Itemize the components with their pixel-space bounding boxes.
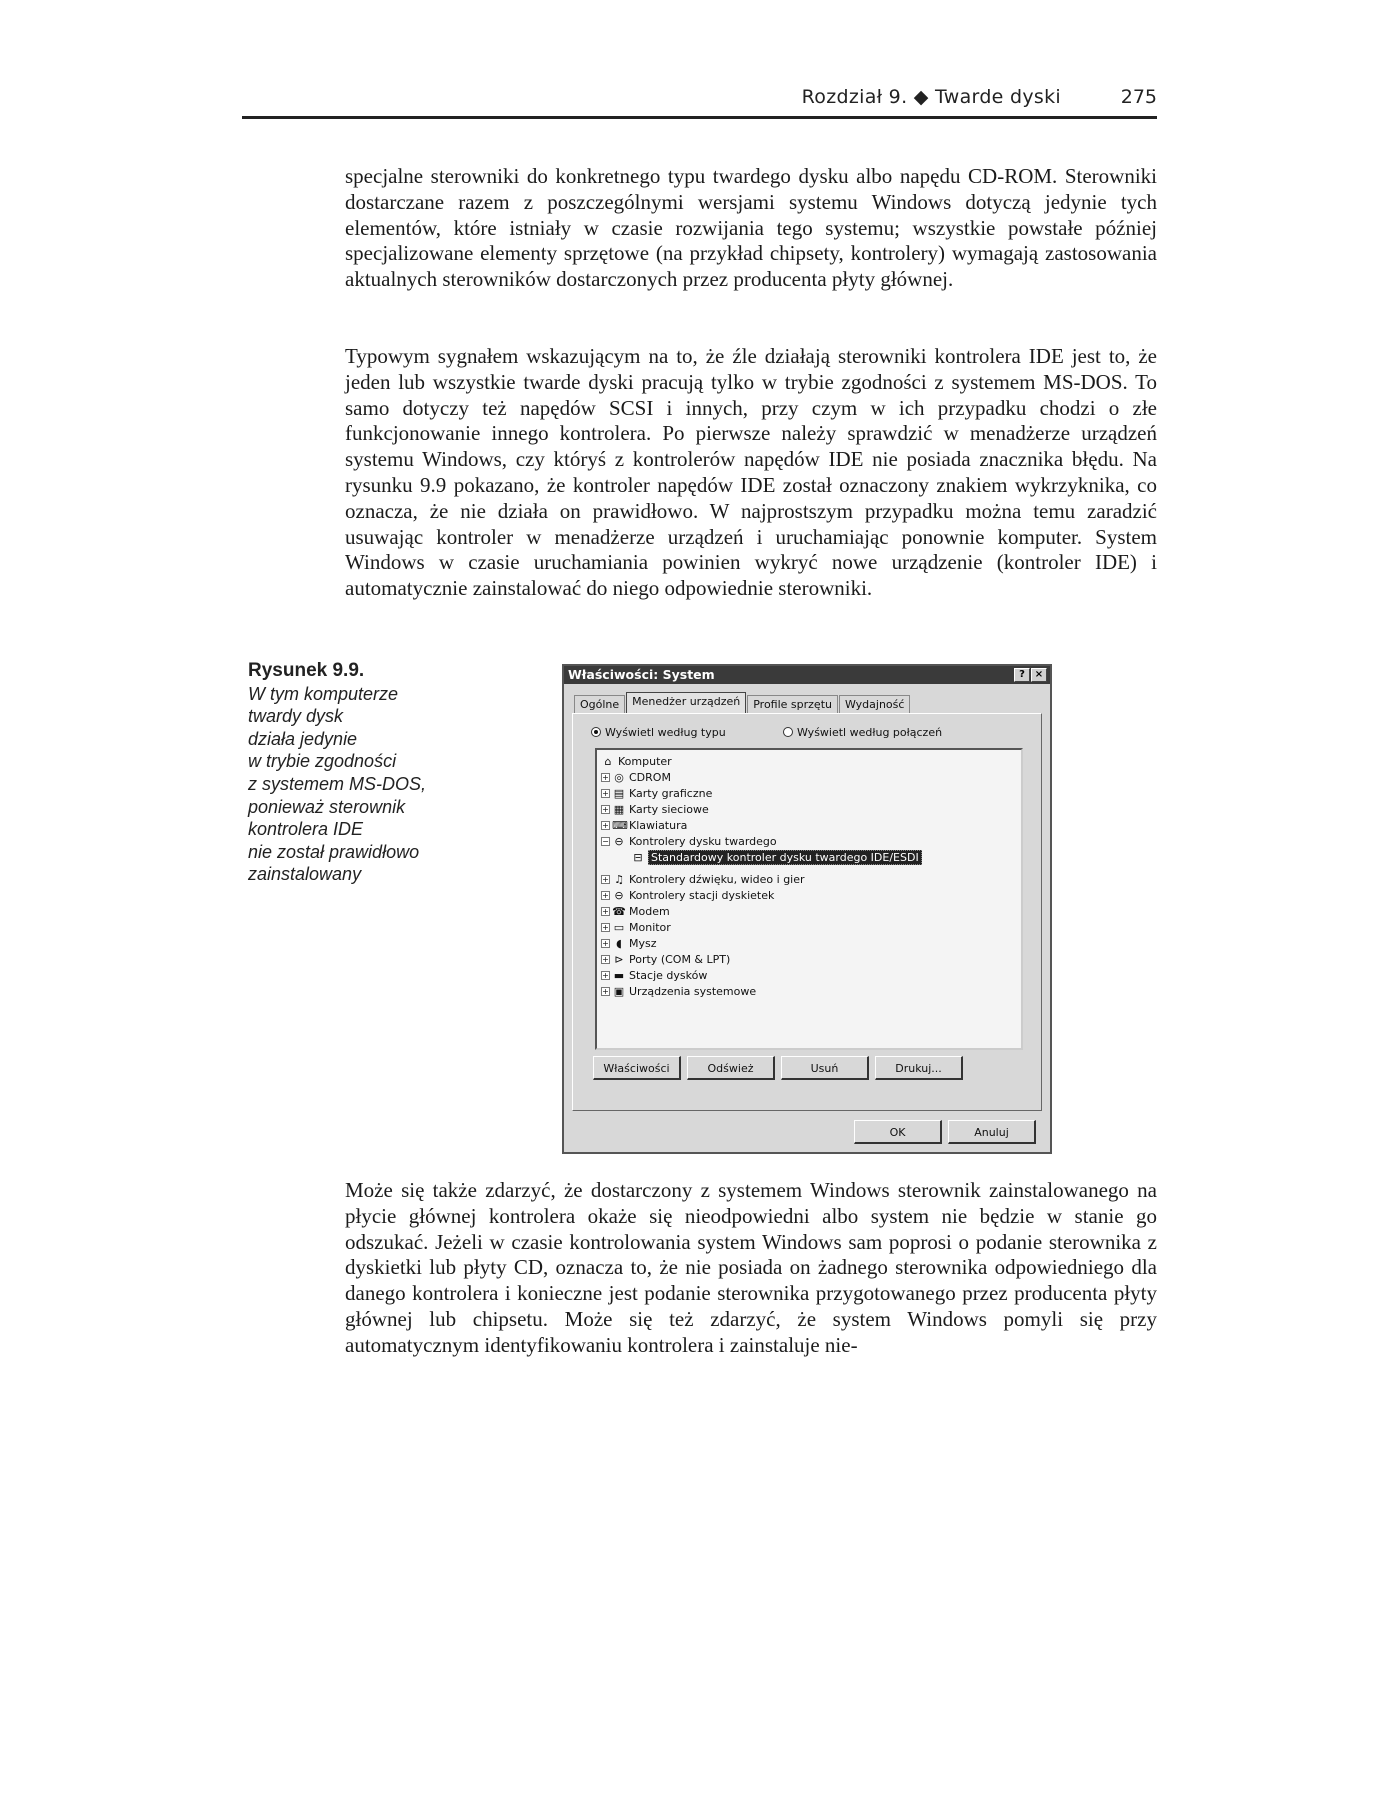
cancel-button[interactable]: Anuluj xyxy=(948,1120,1036,1144)
tree-item[interactable] xyxy=(601,984,756,999)
dialog-titlebar xyxy=(564,666,1050,684)
tree-item[interactable] xyxy=(601,968,707,983)
device-manager-panel xyxy=(572,713,1042,1111)
tree-item[interactable] xyxy=(631,850,922,865)
tree-item[interactable] xyxy=(601,872,805,887)
tree-item-label: Kontrolery dysku twardego xyxy=(629,835,777,848)
tab-device-manager[interactable]: Menedżer urządzeń xyxy=(626,692,746,714)
tree-item-label: Klawiatura xyxy=(629,819,688,832)
properties-button[interactable]: Właściwości xyxy=(593,1056,681,1080)
chapter-title: Rozdział 9. ◆ Twarde dyski xyxy=(801,86,1061,108)
help-icon[interactable]: ? xyxy=(1014,668,1030,682)
caption-title: Rysunek 9.9. xyxy=(248,660,365,681)
tree-item[interactable] xyxy=(601,888,774,903)
port-icon: ⊳ xyxy=(614,953,624,966)
disk-controller-icon: ⊖ xyxy=(614,835,624,848)
page-number: 275 xyxy=(1120,86,1157,108)
tab-hardware-profiles[interactable]: Profile sprzętu xyxy=(747,695,838,714)
expand-icon[interactable]: + xyxy=(602,971,609,980)
radio-label: Wyświetl według typu xyxy=(605,726,726,739)
tree-item-label: CDROM xyxy=(629,771,671,784)
expand-icon[interactable]: + xyxy=(602,923,609,932)
tree-item-label: Urządzenia systemowe xyxy=(629,985,757,998)
close-icon[interactable]: × xyxy=(1031,668,1047,682)
tab-strip xyxy=(574,692,911,712)
tree-item[interactable] xyxy=(601,818,687,833)
radio-view-by-connection[interactable] xyxy=(783,726,942,739)
radio-label: Wyświetl według połączeń xyxy=(797,726,943,739)
tree-item[interactable] xyxy=(601,936,657,951)
remove-button[interactable]: Usuń xyxy=(781,1056,869,1080)
paragraph-text: Typowym sygnałem wskazującym na to, że źle działają sterowniki kontrolera IDE jest to, że jeden lub wszystkie twarde dyski pracują tylko w trybie zgodności z systemem MS-DOS. To samo dotyczy też napędów SCSI i innych, przy czym w ich przypadku chodzi o złe funkcjonowanie innego kontrolera. Po pierwsze należy sprawdzić w menadżerze urządzeń systemu Windows, czy któryś z kontrolerów napędów IDE nie posiada znacznika błędu. Na rysunku 9.9 pokazano, że kontroler napędów IDE został oznaczony znakiem wykrzyknika, co oznacza, że nie działa on prawidłowo. W najprostszym przypadku można temu zaradzić usuwając kontroler w menadżerze urządzeń i uruchamiając ponownie komputer. System Windows w czasie uruchamiania powinien wykryć nowe urządzenie (kontroler IDE) i automatycznie zainstalować do niego odpowiednie sterowniki. xyxy=(345,344,1157,601)
print-button[interactable]: Drukuj... xyxy=(875,1056,963,1080)
ide-controller-icon: ⊟ xyxy=(633,851,643,864)
radio-checked-icon xyxy=(591,727,601,737)
cdrom-icon: ◎ xyxy=(614,771,624,784)
network-card-icon: ▦ xyxy=(613,803,625,816)
tree-item-label: Porty (COM & LPT) xyxy=(629,953,731,966)
expand-icon[interactable]: + xyxy=(602,789,609,798)
tree-item[interactable] xyxy=(601,834,777,849)
expand-icon[interactable]: + xyxy=(602,875,609,884)
keyboard-icon: ⌨ xyxy=(612,819,628,832)
tree-item-label: Karty sieciowe xyxy=(629,803,709,816)
tree-item[interactable] xyxy=(601,770,671,785)
floppy-controller-icon: ⊖ xyxy=(614,889,624,902)
tree-item[interactable] xyxy=(601,904,670,919)
drive-icon: ▬ xyxy=(613,969,625,982)
monitor-icon: ▭ xyxy=(613,921,625,934)
tree-item[interactable] xyxy=(601,802,709,817)
radio-view-by-type[interactable] xyxy=(591,726,726,739)
tree-item-label: Mysz xyxy=(629,937,657,950)
tree-item-label: Kontrolery stacji dyskietek xyxy=(629,889,775,902)
tree-item-label: Karty graficzne xyxy=(629,787,713,800)
paragraph-text: Może się także zdarzyć, że dostarczony z systemem Windows sterownik zainstalowanego na płycie głównej kontrolera okaże się nieodpowiedni albo system nie będzie w stanie go odszukać. Jeżeli w czasie kontrolowania system Windows sam poprosi o podanie sterownika z dyskietki lub płyty CD, oznacza to, że nie posiada on żadnego sterownika odpowiedniego dla danego kontrolera i konieczne jest podanie sterownika przygotowanego przez producenta płyty głównej lub chipsetu. Może się też zdarzyć, że system Windows pomyli się przy automatycznym identyfikowaniu kontrolera i zainstaluje nie- xyxy=(345,1178,1157,1357)
radio-unchecked-icon xyxy=(783,727,793,737)
expand-icon[interactable]: + xyxy=(602,987,609,996)
figure-caption xyxy=(248,660,478,886)
tab-performance[interactable]: Wydajność xyxy=(839,695,910,714)
tree-item[interactable] xyxy=(601,754,672,769)
paragraph-text: specjalne sterowniki do konkretnego typu twardego dysku albo napędu CD-ROM. Sterowniki dostarczane razem z poszczególnymi wersjami systemu Windows dotyczą jedynie tych elementów, które istniały w czasie rozwijania tego systemu; wszystkie powstałe później specjalizowane elementy sprzętowe (na przykład chipsety, kontrolery) wymagają zastosowania aktualnych sterowników dostarczonych przez producenta płyty głównej. xyxy=(345,164,1157,292)
running-header xyxy=(242,84,1157,119)
expand-icon[interactable]: + xyxy=(602,939,609,948)
tree-item-label: Stacje dysków xyxy=(629,969,708,982)
system-properties-dialog xyxy=(562,664,1052,1154)
expand-icon[interactable]: + xyxy=(602,821,609,830)
display-adapter-icon: ▤ xyxy=(613,787,625,800)
refresh-button[interactable]: Odśwież xyxy=(687,1056,775,1080)
paragraph-1 xyxy=(345,164,1157,293)
mouse-icon: ◖ xyxy=(616,937,622,950)
expand-icon[interactable]: + xyxy=(602,773,609,782)
expand-icon[interactable]: + xyxy=(602,955,609,964)
tree-item-label: Komputer xyxy=(618,755,672,768)
tree-item-label: Kontrolery dźwięku, wideo i gier xyxy=(629,873,805,886)
tree-item[interactable] xyxy=(601,786,712,801)
dialog-title: Właściwości: System xyxy=(568,667,715,682)
device-tree[interactable] xyxy=(595,748,1023,1050)
computer-icon: ⌂ xyxy=(604,755,612,768)
modem-icon: ☎ xyxy=(612,905,626,918)
system-device-icon: ▣ xyxy=(613,985,625,998)
expand-icon[interactable]: + xyxy=(602,805,609,814)
caption-text: W tym komputerze twardy dysk działa jedynie w trybie zgodności z systemem MS-DOS, ponieważ sterownik kontrolera IDE nie został prawidłowo zainstalowany xyxy=(248,683,427,885)
tree-item-label: Monitor xyxy=(629,921,671,934)
sound-icon: ♫ xyxy=(614,873,624,886)
paragraph-3 xyxy=(345,1178,1157,1359)
tree-item[interactable] xyxy=(601,952,730,967)
tree-item-label: Standardowy kontroler dysku twardego IDE/ESDI xyxy=(648,850,922,865)
paragraph-2 xyxy=(345,344,1157,602)
ok-button[interactable]: OK xyxy=(854,1120,942,1144)
tree-item[interactable] xyxy=(601,920,671,935)
collapse-icon[interactable]: − xyxy=(602,837,609,846)
tree-item-label: Modem xyxy=(629,905,670,918)
expand-icon[interactable]: + xyxy=(602,907,609,916)
expand-icon[interactable]: + xyxy=(602,891,609,900)
tab-general[interactable]: Ogólne xyxy=(574,695,625,714)
